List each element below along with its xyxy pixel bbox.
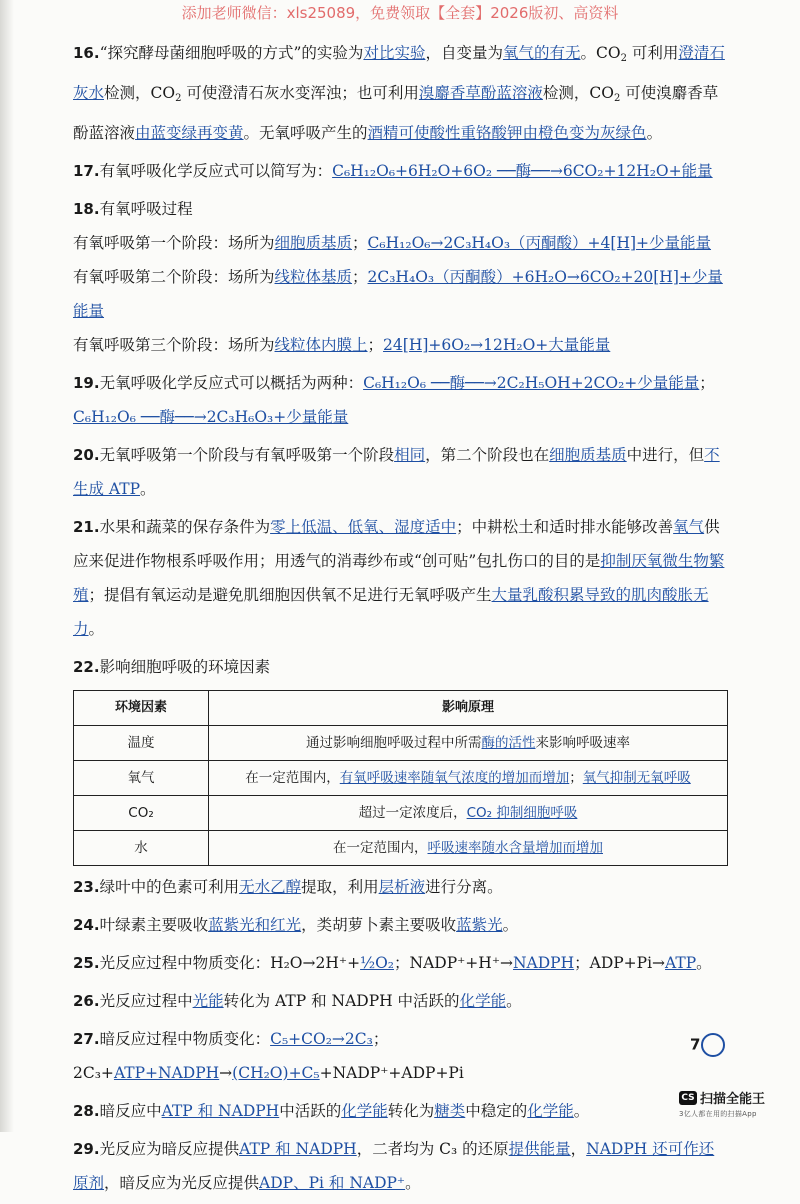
scanner-brand (679, 1087, 765, 1119)
item-28: 28.暗反应中ATP 和 NADPH中活跃的化学能转化为糖类中稳定的化学能。 (73, 1102, 590, 1120)
item-27: 27.暗反应过程中物质变化：C₅+CO₂→2C₃；2C₃+ATP+NADPH→(CH₂O)+C₅+NADP⁺+ADP+Pi (73, 1030, 464, 1082)
page-badge-icon (701, 1033, 725, 1057)
table-header-row: 环境因素 影响原理 (74, 691, 728, 726)
factor-table (73, 690, 728, 866)
stage-1: 有氧呼吸第一个阶段：场所为细胞质基质；C₆H₁₂O₆→2C₃H₄O₃（丙酮酸）+4[H]+少量能量 (73, 234, 712, 252)
scanner-logo-icon: CS (679, 1091, 697, 1105)
item-24: 24.叶绿素主要吸收蓝紫光和红光，类胡萝卜素主要吸收蓝紫光。 (73, 916, 519, 934)
table-row: 水 在一定范围内，呼吸速率随水含量增加而增加 (74, 831, 728, 866)
item-26: 26.光反应过程中光能转化为 ATP 和 NADPH 中活跃的化学能。 (73, 992, 522, 1010)
item-21: 21.水果和蔬菜的保存条件为零上低温、低氧、湿度适中；中耕松土和适时排水能够改善氧气供应来促进作物根系呼吸作用；用透气的消毒纱布或“创可贴”包扎伤口的目的是抑制厌氧微生物繁殖；提倡有氧运动是避免肌细胞因供氧不足进行无氧呼吸产生大量乳酸积累导致的肌肉酸胀无力。 (73, 518, 725, 638)
item-16: 16.“探究酵母菌细胞呼吸的方式”的实验为对比实验，自变量为氧气的有无。$CO_2$ 可利用澄清石灰水检测，$CO_2$ 可使澄清石灰水变浑浊；也可利用溴麝香草酚蓝溶液检测，$CO_2$ 可使溴麝香草酚蓝溶液由蓝变绿再变黄。无氧呼吸产生的酒精可使酸性重铬酸钾由橙色变为灰绿色。 (73, 44, 725, 142)
item-20: 20.无氧呼吸第一个阶段与有氧呼吸第一个阶段相同，第二个阶段也在细胞质基质中进行，但不生成 ATP。 (73, 446, 720, 498)
table-row: 氧气 在一定范围内，有氧呼吸速率随氧气浓度的增加而增加；氧气抑制无氧呼吸 (74, 761, 728, 796)
page-edge-shadow (0, 0, 14, 1132)
stage-3: 有氧呼吸第三个阶段：场所为线粒体内膜上；24[H]+6O₂→12H₂O+大量能量 (73, 336, 611, 354)
scanner-name: 扫描全能王 (700, 1092, 766, 1107)
item-25: 25.光反应过程中物质变化：H₂O→2H⁺+½O₂；NADP⁺+H⁺→NADPH；ADP+Pi→ATP。 (73, 954, 712, 972)
item-18: 18.有氧呼吸过程 有氧呼吸第一个阶段：场所为细胞质基质；C₆H₁₂O₆→2C₃H₄O₃（丙酮酸）+4[H]+少量能量 有氧呼吸第二个阶段：场所为线粒体基质；2C₃H₄O₃（丙酮酸）+6H₂O→6CO₂+20[H]+少量能量 有氧呼吸第三个阶段：场所为线粒体内膜上；24[H]+6O₂→12H₂O+大量能量 (73, 192, 728, 362)
item-22: 22.影响细胞呼吸的环境因素 环境因素 影响原理 温度 通过影响细胞呼吸过程中所需酶的活性来影响呼吸速率 氧气 在一定范围内，有氧呼吸速率随氧气浓度的增加而增加；氧气抑制无氧呼吸 CO₂ 超过一定浓度后，CO₂ 抑制细胞呼吸 水 在一定范围内，呼吸速率随水含量增加而增加 (73, 650, 728, 866)
item-29: 29.光反应为暗反应提供ATP 和 NADPH，二者均为 C₃ 的还原提供能量，NADPH 还可作还原剂，暗反应为光反应提供ADP、Pi 和 NADP⁺。 (73, 1140, 715, 1192)
item-17: 17.有氧呼吸化学反应式可以简写为：C₆H₁₂O₆+6H₂O+6O₂ ──酶──→6CO₂+12H₂O+能量 (73, 162, 713, 180)
page-number: 7 (690, 1033, 725, 1057)
scanner-tagline: 3亿人都在用的扫描App (679, 1110, 757, 1118)
item-23: 23.绿叶中的色素可利用无水乙醇提取，利用层析液进行分离。 (73, 878, 503, 896)
watermark: 添加老师微信：xls25089，免费领取【全套】2026版初、高资料 (181, 4, 619, 22)
worksheet-content (73, 36, 728, 1204)
table-row: 温度 通过影响细胞呼吸过程中所需酶的活性来影响呼吸速率 (74, 726, 728, 761)
item-19: 19.无氧呼吸化学反应式可以概括为两种：C₆H₁₂O₆ ──酶──→2C₂H₅OH+2CO₂+少量能量；C₆H₁₂O₆ ──酶──→2C₃H₆O₃+少量能量 (73, 374, 715, 426)
table-row: CO₂ 超过一定浓度后，CO₂ 抑制细胞呼吸 (74, 796, 728, 831)
stage-2: 有氧呼吸第二个阶段：场所为线粒体基质；2C₃H₄O₃（丙酮酸）+6H₂O→6CO₂+20[H]+少量能量 (73, 268, 723, 320)
